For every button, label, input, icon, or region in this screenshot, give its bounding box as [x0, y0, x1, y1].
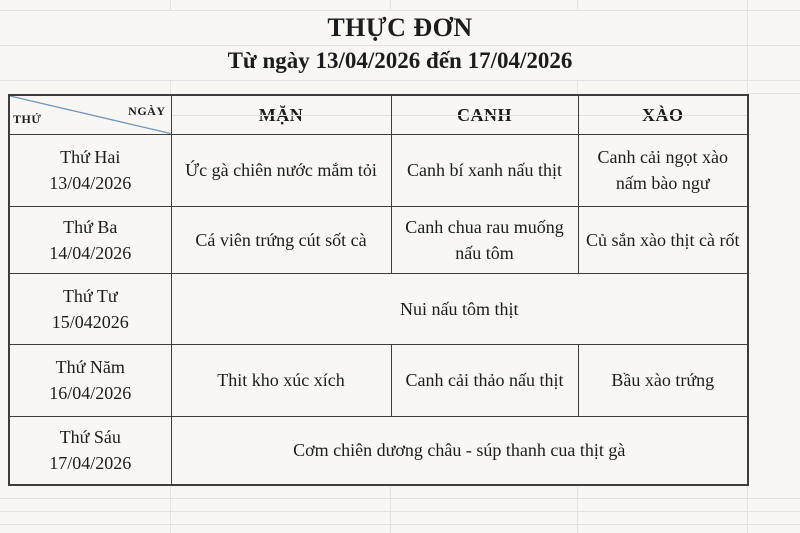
corner-label-thu: THỨ: [13, 111, 42, 126]
day-label: Thứ Ba: [63, 216, 118, 237]
corner-label-ngay: NGÀY: [128, 104, 166, 118]
table-row-wednesday: [9, 273, 748, 344]
day-cell: [9, 273, 171, 344]
table-row-monday: [9, 134, 748, 206]
date-label: 13/04/2026: [49, 173, 132, 193]
dish-cell-merged: Cơm chiên dương châu - súp thanh cua thịt gà: [171, 416, 748, 485]
date-range-subtitle: Từ ngày 13/04/2026 đến 17/04/2026: [227, 48, 573, 73]
day-label: Thứ Tư: [62, 285, 118, 306]
date-label: 16/04/2026: [49, 383, 132, 403]
grid-line-v: [170, 0, 171, 10]
dish-cell-xao: Củ sắn xào thịt cà rốt: [578, 206, 748, 273]
grid-line-h: [0, 524, 800, 525]
grid-line-v: [390, 0, 391, 10]
day-label: Thứ Năm: [55, 357, 125, 377]
dish-cell-xao: Bầu xào trứng: [578, 344, 748, 416]
header-row: [9, 95, 748, 134]
grid-line-v: [170, 484, 171, 533]
dish-cell-man: Ức gà chiên nước mắm tỏi: [171, 134, 391, 206]
grid-line-h: [0, 511, 800, 512]
grid-line-v: [577, 80, 578, 94]
page-title: THỰC ĐƠN: [327, 13, 473, 42]
corner-header-cell: [9, 95, 171, 134]
date-label: 14/04/2026: [49, 242, 132, 263]
column-header-canh: CANH: [391, 95, 578, 134]
grid-line-v: [170, 80, 171, 94]
day-label: Thứ Hai: [60, 147, 121, 167]
grid-line-v: [577, 0, 578, 10]
grid-line-h: [0, 10, 800, 11]
grid-line-v: [577, 484, 578, 533]
menu-table: [8, 94, 749, 486]
table-row-thursday: [9, 344, 748, 416]
grid-line-v: [747, 484, 748, 533]
dish-cell-canh: Canh cải thảo nấu thịt: [391, 344, 578, 416]
table-row-tuesday: [9, 206, 748, 273]
day-cell: [9, 206, 171, 273]
day-label: Thứ Sáu: [59, 427, 121, 448]
table-row-friday: [9, 416, 748, 485]
dish-cell-merged: Nui nấu tôm thịt: [171, 273, 748, 344]
grid-line-v: [390, 484, 391, 533]
column-header-xao: XÀO: [578, 95, 748, 134]
day-cell: [9, 344, 171, 416]
grid-line-h: [0, 80, 800, 81]
day-cell: [9, 134, 171, 206]
date-label: 17/04/2026: [49, 453, 132, 474]
column-header-man: MẶN: [171, 95, 391, 134]
dish-cell-canh: Canh chua rau muống nấu tôm: [391, 206, 578, 273]
dish-cell-man: Thit kho xúc xích: [171, 344, 391, 416]
dish-cell-man: Cá viên trứng cút sốt cà: [171, 206, 391, 273]
date-label: 15/042026: [51, 311, 129, 332]
dish-cell-canh: Canh bí xanh nấu thịt: [391, 134, 578, 206]
day-cell: [9, 416, 171, 485]
grid-line-h: [747, 93, 800, 94]
dish-cell-xao: Canh cải ngọt xào nấm bào ngư: [578, 134, 748, 206]
grid-line-h: [0, 498, 800, 499]
grid-line-h: [0, 45, 800, 46]
